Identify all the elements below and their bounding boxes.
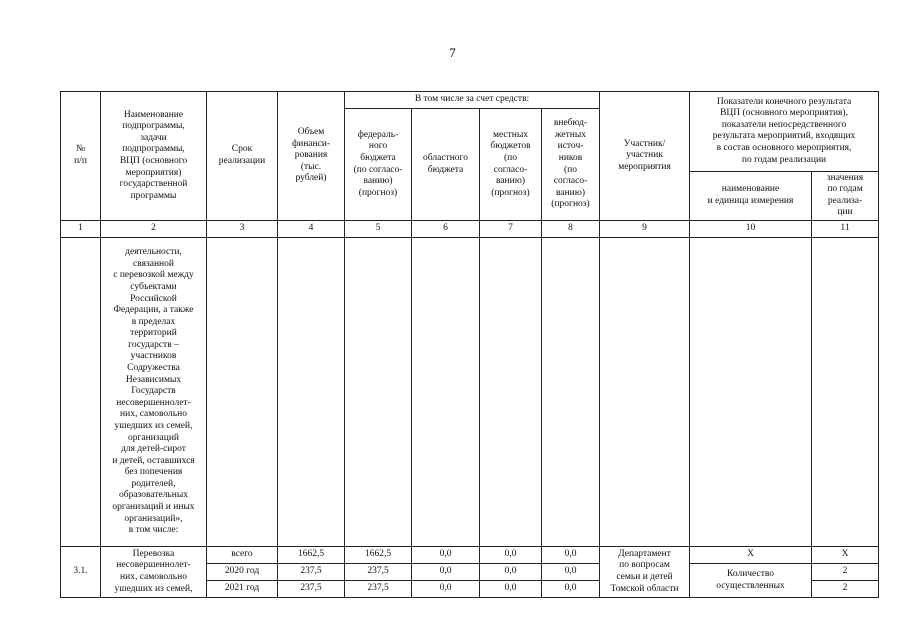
column-number: 8	[542, 221, 600, 238]
header-indicator-values: значения по годам реализа- ции	[812, 171, 879, 220]
page-number: 7	[449, 45, 456, 60]
indicator-name-cell: Количество осуществленных	[690, 564, 812, 598]
column-numbers-row	[61, 221, 879, 238]
empty-cell	[278, 238, 345, 547]
indicator-name-first: Х	[690, 547, 812, 564]
volume-cell: 237,5	[278, 581, 345, 598]
term-cell: 2021 год	[207, 581, 278, 598]
program-table	[60, 91, 879, 598]
empty-cell	[542, 238, 600, 547]
volume-cell: 237,5	[278, 564, 345, 581]
column-number: 1	[61, 221, 101, 238]
empty-cell	[61, 238, 101, 547]
federal-cell: 237,5	[345, 581, 412, 598]
table-row	[61, 547, 879, 564]
column-number: 4	[278, 221, 345, 238]
regional-cell: 0,0	[412, 547, 480, 564]
continuation-text: деятельности, связанной с перевозкой между субъектами Российской Федерации, а также в пределах территорий государств – участников Содружества Независимых Государств несовершеннолет- них, самовольно ушедших из семей, организаций для детей-сирот и детей, оставшихся без попечения родителей, образовательных организаций и иных организаций», в том числе:	[101, 238, 207, 547]
header-extra: внебюд- жетных источ- ников (по согласо- ванию) (прогноз)	[542, 109, 600, 221]
federal-cell: 237,5	[345, 564, 412, 581]
empty-cell	[412, 238, 480, 547]
term-cell: 2020 год	[207, 564, 278, 581]
empty-cell	[345, 238, 412, 547]
empty-cell	[480, 238, 542, 547]
header-number: № п/п	[61, 92, 101, 221]
header-indicator-name: наименование и единица измерения	[690, 171, 812, 220]
header-regional: областного бюджета	[412, 109, 480, 221]
empty-cell	[207, 238, 278, 547]
item-name: Перевозка несовершеннолет- них, самовольно ушедших из семей,	[101, 547, 207, 598]
header-name: Наименование подпрограммы, задачи подпрограммы, ВЦП (основного мероприятия) государственной программы	[101, 92, 207, 221]
extra-cell: 0,0	[542, 547, 600, 564]
empty-cell	[690, 238, 812, 547]
regional-cell: 0,0	[412, 564, 480, 581]
header-volume: Объем финанси- рования (тыс. рублей)	[278, 92, 345, 221]
column-number: 6	[412, 221, 480, 238]
header-participant: Участник/ участник мероприятия	[600, 92, 690, 221]
column-number: 2	[101, 221, 207, 238]
item-number: 3.1.	[61, 547, 101, 598]
term-cell: всего	[207, 547, 278, 564]
header-indicators-group: Показатели конечного результата ВЦП (основного мероприятия), показатели непосредственного результата мероприятий, входящих в состав основного мероприятия, по годам реализации	[690, 92, 879, 172]
header-local: местных бюджетов (по согласо- ванию) (прогноз)	[480, 109, 542, 221]
column-number: 5	[345, 221, 412, 238]
column-number: 10	[690, 221, 812, 238]
empty-cell	[600, 238, 690, 547]
local-cell: 0,0	[480, 581, 542, 598]
local-cell: 0,0	[480, 564, 542, 581]
federal-cell: 1662,5	[345, 547, 412, 564]
indicator-value-cell: 2	[812, 581, 879, 598]
header-term: Срок реализации	[207, 92, 278, 221]
header-federal: федераль- ного бюджета (по согласо- ванию) (прогноз)	[345, 109, 412, 221]
column-number: 7	[480, 221, 542, 238]
continuation-row	[61, 238, 879, 547]
indicator-value-cell: Х	[812, 547, 879, 564]
column-number: 11	[812, 221, 879, 238]
column-number: 9	[600, 221, 690, 238]
indicator-value-cell: 2	[812, 564, 879, 581]
extra-cell: 0,0	[542, 564, 600, 581]
extra-cell: 0,0	[542, 581, 600, 598]
regional-cell: 0,0	[412, 581, 480, 598]
empty-cell	[812, 238, 879, 547]
column-number: 3	[207, 221, 278, 238]
participant-cell: Департамент по вопросам семьи и детей Томской области	[600, 547, 690, 598]
volume-cell: 1662,5	[278, 547, 345, 564]
header-funding-group: В том числе за счет средств:	[345, 92, 600, 109]
local-cell: 0,0	[480, 547, 542, 564]
